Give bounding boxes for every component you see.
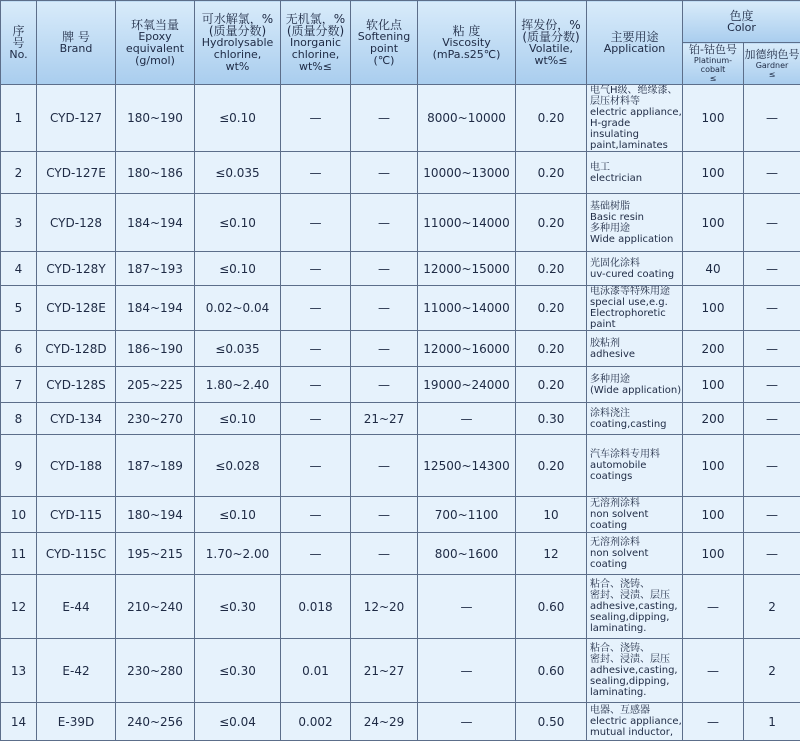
cell-no: 12	[1, 575, 37, 639]
cell-no: 4	[1, 252, 37, 286]
cell-inorg: —	[281, 152, 351, 194]
cell-vol: 0.20	[516, 435, 587, 497]
cell-visc: —	[418, 703, 516, 741]
cell-no: 11	[1, 533, 37, 575]
cell-pt: —	[683, 575, 744, 639]
application-line: 涂料浇注	[590, 407, 630, 419]
table-row	[1, 639, 800, 703]
cell-brand: CYD-127	[37, 85, 116, 152]
cell-epoxy: 184~194	[116, 194, 195, 252]
cell-soft: 12~20	[351, 575, 418, 639]
cell-app	[587, 286, 683, 331]
application-line: 电气H级、绝缘漆、	[590, 85, 678, 96]
cell-visc: 12500~14300	[418, 435, 516, 497]
table-row	[1, 367, 800, 403]
cell-soft: —	[351, 497, 418, 533]
cell-hydro: 1.70~2.00	[195, 533, 281, 575]
cell-no: 5	[1, 286, 37, 331]
cell-soft: —	[351, 152, 418, 194]
cell-pt: 100	[683, 85, 744, 152]
table-row	[1, 152, 800, 194]
cell-no: 7	[1, 367, 37, 403]
cell-vol: 0.20	[516, 194, 587, 252]
cell-visc: 19000~24000	[418, 367, 516, 403]
header-application: 主要用途 Application	[587, 1, 683, 85]
cell-vol: 0.20	[516, 286, 587, 331]
cell-pt: 200	[683, 331, 744, 367]
cell-hydro: ≤0.035	[195, 152, 281, 194]
cell-gard: —	[744, 497, 800, 533]
table-row	[1, 403, 800, 435]
header-gardner: 加德纳色号 Gardner ≤	[744, 43, 800, 85]
application-line: 电器、互感器	[590, 705, 650, 716]
application-line: 粘合、浇铸、	[590, 643, 650, 654]
cell-epoxy: 240~256	[116, 703, 195, 741]
cell-visc: —	[418, 639, 516, 703]
cell-vol: 0.60	[516, 639, 587, 703]
cell-vol: 0.20	[516, 252, 587, 286]
cell-epoxy: 205~225	[116, 367, 195, 403]
cell-visc: —	[418, 575, 516, 639]
cell-inorg: 0.002	[281, 703, 351, 741]
cell-visc: 12000~16000	[418, 331, 516, 367]
application-line: Electrophoretic paint	[590, 308, 666, 330]
application-line: 粘合、浇铸、	[590, 579, 650, 590]
cell-hydro: ≤0.10	[195, 252, 281, 286]
table-row	[1, 194, 800, 252]
cell-pt: 100	[683, 533, 744, 575]
application-line: special use,e.g.	[590, 297, 668, 308]
cell-gard: 1	[744, 703, 800, 741]
cell-inorg: 0.018	[281, 575, 351, 639]
cell-vol: 0.20	[516, 367, 587, 403]
application-line: Wide application	[590, 233, 674, 245]
application-line: 基础树脂	[590, 200, 630, 212]
cell-no: 13	[1, 639, 37, 703]
application-line: H-grade insulating	[590, 118, 639, 140]
cell-gard: 2	[744, 639, 800, 703]
table-body	[1, 85, 800, 741]
cell-inorg: —	[281, 194, 351, 252]
cell-inorg: —	[281, 435, 351, 497]
cell-app	[587, 435, 683, 497]
cell-inorg: —	[281, 286, 351, 331]
cell-pt: —	[683, 703, 744, 741]
cell-pt: 100	[683, 367, 744, 403]
cell-brand: CYD-115	[37, 497, 116, 533]
cell-visc: 11000~14000	[418, 194, 516, 252]
cell-epoxy: 180~194	[116, 497, 195, 533]
cell-vol: 0.50	[516, 703, 587, 741]
cell-epoxy: 184~194	[116, 286, 195, 331]
cell-no: 10	[1, 497, 37, 533]
cell-epoxy: 180~186	[116, 152, 195, 194]
cell-gard: —	[744, 435, 800, 497]
cell-hydro: ≤0.10	[195, 497, 281, 533]
cell-app	[587, 367, 683, 403]
cell-app	[587, 703, 683, 741]
cell-app	[587, 533, 683, 575]
cell-soft: —	[351, 533, 418, 575]
table-row	[1, 703, 800, 741]
cell-vol: 10	[516, 497, 587, 533]
cell-no: 14	[1, 703, 37, 741]
cell-epoxy: 187~189	[116, 435, 195, 497]
application-line: Basic resin	[590, 211, 645, 223]
cell-pt: 100	[683, 286, 744, 331]
cell-app	[587, 403, 683, 435]
cell-soft: —	[351, 286, 418, 331]
cell-no: 3	[1, 194, 37, 252]
application-line: sealing,dipping,	[590, 676, 670, 687]
cell-app	[587, 575, 683, 639]
cell-no: 8	[1, 403, 37, 435]
cell-epoxy: 187~193	[116, 252, 195, 286]
cell-visc: 700~1100	[418, 497, 516, 533]
cell-pt: 40	[683, 252, 744, 286]
application-line: electrician	[590, 172, 643, 184]
cell-soft: —	[351, 435, 418, 497]
cell-hydro: ≤0.30	[195, 639, 281, 703]
application-line: 无溶剂涂料	[590, 537, 640, 548]
header-viscosity: 粘 度 Viscosity (mPa.s25℃)	[418, 1, 516, 85]
cell-visc: 11000~14000	[418, 286, 516, 331]
cell-hydro: ≤0.035	[195, 331, 281, 367]
application-line: 胶粘剂	[590, 337, 620, 349]
cell-app	[587, 639, 683, 703]
application-line: adhesive,casting,	[590, 601, 678, 612]
cell-inorg: —	[281, 367, 351, 403]
cell-inorg: —	[281, 533, 351, 575]
application-line: coatings	[590, 471, 633, 482]
cell-gard: 2	[744, 575, 800, 639]
cell-gard: —	[744, 85, 800, 152]
cell-visc: 8000~10000	[418, 85, 516, 152]
application-line: 密封、浸渍、层压	[590, 590, 670, 601]
application-line: 无溶剂涂料	[590, 498, 640, 509]
cell-pt: 200	[683, 403, 744, 435]
application-line: 电工	[590, 161, 610, 173]
application-line: 层压材料等	[590, 96, 640, 107]
application-line: paint,laminates	[590, 140, 668, 151]
cell-visc: 800~1600	[418, 533, 516, 575]
table-row	[1, 435, 800, 497]
header-hydrolysable-chlorine: 可水解氯，% (质量分数) Hydrolysable chlorine, wt%	[195, 1, 281, 85]
cell-gard: —	[744, 286, 800, 331]
application-line: laminating.	[590, 687, 647, 698]
cell-inorg: —	[281, 403, 351, 435]
cell-app	[587, 85, 683, 152]
cell-brand: CYD-127E	[37, 152, 116, 194]
cell-hydro: 1.80~2.40	[195, 367, 281, 403]
cell-no: 2	[1, 152, 37, 194]
cell-brand: CYD-128E	[37, 286, 116, 331]
cell-epoxy: 180~190	[116, 85, 195, 152]
cell-brand: CYD-188	[37, 435, 116, 497]
cell-gard: —	[744, 194, 800, 252]
cell-gard: —	[744, 152, 800, 194]
application-line: uv-cured coating	[590, 268, 675, 280]
cell-brand: CYD-128D	[37, 331, 116, 367]
cell-pt: 100	[683, 152, 744, 194]
cell-hydro: ≤0.10	[195, 403, 281, 435]
application-line: laminating.	[590, 623, 647, 634]
cell-hydro: 0.02~0.04	[195, 286, 281, 331]
cell-brand: E-39D	[37, 703, 116, 741]
table-row	[1, 252, 800, 286]
cell-gard: —	[744, 331, 800, 367]
cell-brand: E-44	[37, 575, 116, 639]
cell-inorg: —	[281, 252, 351, 286]
cell-vol: 0.20	[516, 85, 587, 152]
header-volatile: 挥发份，% (质量分数) Volatile, wt%≤	[516, 1, 587, 85]
header-color: 色度 Color	[683, 1, 800, 43]
cell-vol: 12	[516, 533, 587, 575]
application-line: 密封、浸渍、层压	[590, 654, 670, 665]
application-line: electric appliance,	[590, 716, 682, 727]
application-line: coating,casting	[590, 418, 667, 430]
table-row	[1, 331, 800, 367]
cell-pt: 100	[683, 497, 744, 533]
cell-brand: CYD-128Y	[37, 252, 116, 286]
application-line: coating	[590, 520, 628, 531]
cell-hydro: ≤0.30	[195, 575, 281, 639]
cell-hydro: ≤0.10	[195, 194, 281, 252]
cell-vol: 0.60	[516, 575, 587, 639]
header-epoxy-equivalent: 环氧当量 Epoxy equivalent (g/mol)	[116, 1, 195, 85]
cell-brand: CYD-115C	[37, 533, 116, 575]
cell-app	[587, 152, 683, 194]
cell-gard: —	[744, 252, 800, 286]
table-row	[1, 575, 800, 639]
cell-epoxy: 230~280	[116, 639, 195, 703]
cell-brand: CYD-128	[37, 194, 116, 252]
cell-inorg: —	[281, 497, 351, 533]
cell-app	[587, 194, 683, 252]
cell-brand: E-42	[37, 639, 116, 703]
cell-app	[587, 331, 683, 367]
application-line: sealing,dipping,	[590, 612, 670, 623]
header-inorganic-chlorine: 无机氯，% (质量分数) Inorganic chlorine, wt%≤	[281, 1, 351, 85]
header-no: 序 号 No.	[1, 1, 37, 85]
cell-vol: 0.20	[516, 152, 587, 194]
cell-inorg: 0.01	[281, 639, 351, 703]
cell-visc: —	[418, 403, 516, 435]
cell-no: 6	[1, 331, 37, 367]
cell-app	[587, 252, 683, 286]
cell-hydro: ≤0.10	[195, 85, 281, 152]
cell-visc: 12000~15000	[418, 252, 516, 286]
cell-epoxy: 186~190	[116, 331, 195, 367]
cell-vol: 0.30	[516, 403, 587, 435]
cell-soft: 24~29	[351, 703, 418, 741]
cell-hydro: ≤0.04	[195, 703, 281, 741]
table-row	[1, 497, 800, 533]
cell-visc: 10000~13000	[418, 152, 516, 194]
application-line: electric appliance,	[590, 107, 682, 118]
application-line: automobile	[590, 460, 647, 471]
application-line: 汽车涂料专用料	[590, 449, 660, 460]
cell-soft: 21~27	[351, 403, 418, 435]
application-line: coating	[590, 559, 628, 570]
application-line: 多种用途	[590, 222, 630, 234]
application-line: non solvent	[590, 548, 649, 559]
cell-no: 1	[1, 85, 37, 152]
table-row	[1, 286, 800, 331]
header-brand: 牌 号 Brand	[37, 1, 116, 85]
application-line: adhesive	[590, 348, 636, 360]
cell-soft: —	[351, 252, 418, 286]
cell-gard: —	[744, 367, 800, 403]
application-line: 电泳漆等特殊用途	[590, 286, 670, 297]
cell-pt: 100	[683, 194, 744, 252]
cell-gard: —	[744, 403, 800, 435]
table-row	[1, 85, 800, 152]
cell-inorg: —	[281, 85, 351, 152]
cell-hydro: ≤0.028	[195, 435, 281, 497]
header-softening-point: 软化点 Softening point (℃)	[351, 1, 418, 85]
application-line: 光固化涂料	[590, 257, 640, 269]
application-line: 多种用途	[590, 373, 630, 385]
cell-app	[587, 497, 683, 533]
cell-no: 9	[1, 435, 37, 497]
cell-epoxy: 210~240	[116, 575, 195, 639]
application-line: mutual inductor,	[590, 727, 674, 738]
cell-brand: CYD-128S	[37, 367, 116, 403]
application-line: non solvent	[590, 509, 649, 520]
application-line: adhesive,casting,	[590, 665, 678, 676]
cell-epoxy: 230~270	[116, 403, 195, 435]
cell-vol: 0.20	[516, 331, 587, 367]
cell-inorg: —	[281, 331, 351, 367]
cell-epoxy: 195~215	[116, 533, 195, 575]
cell-soft: —	[351, 367, 418, 403]
cell-soft: —	[351, 331, 418, 367]
cell-brand: CYD-134	[37, 403, 116, 435]
cell-pt: —	[683, 639, 744, 703]
application-line: (Wide application)	[590, 384, 682, 396]
cell-gard: —	[744, 533, 800, 575]
cell-soft: 21~27	[351, 639, 418, 703]
cell-soft: —	[351, 194, 418, 252]
header-platinum-cobalt: 铂-钴色号 Platinum-cobalt ≤	[683, 43, 744, 85]
cell-soft: —	[351, 85, 418, 152]
table-row	[1, 533, 800, 575]
cell-pt: 100	[683, 435, 744, 497]
